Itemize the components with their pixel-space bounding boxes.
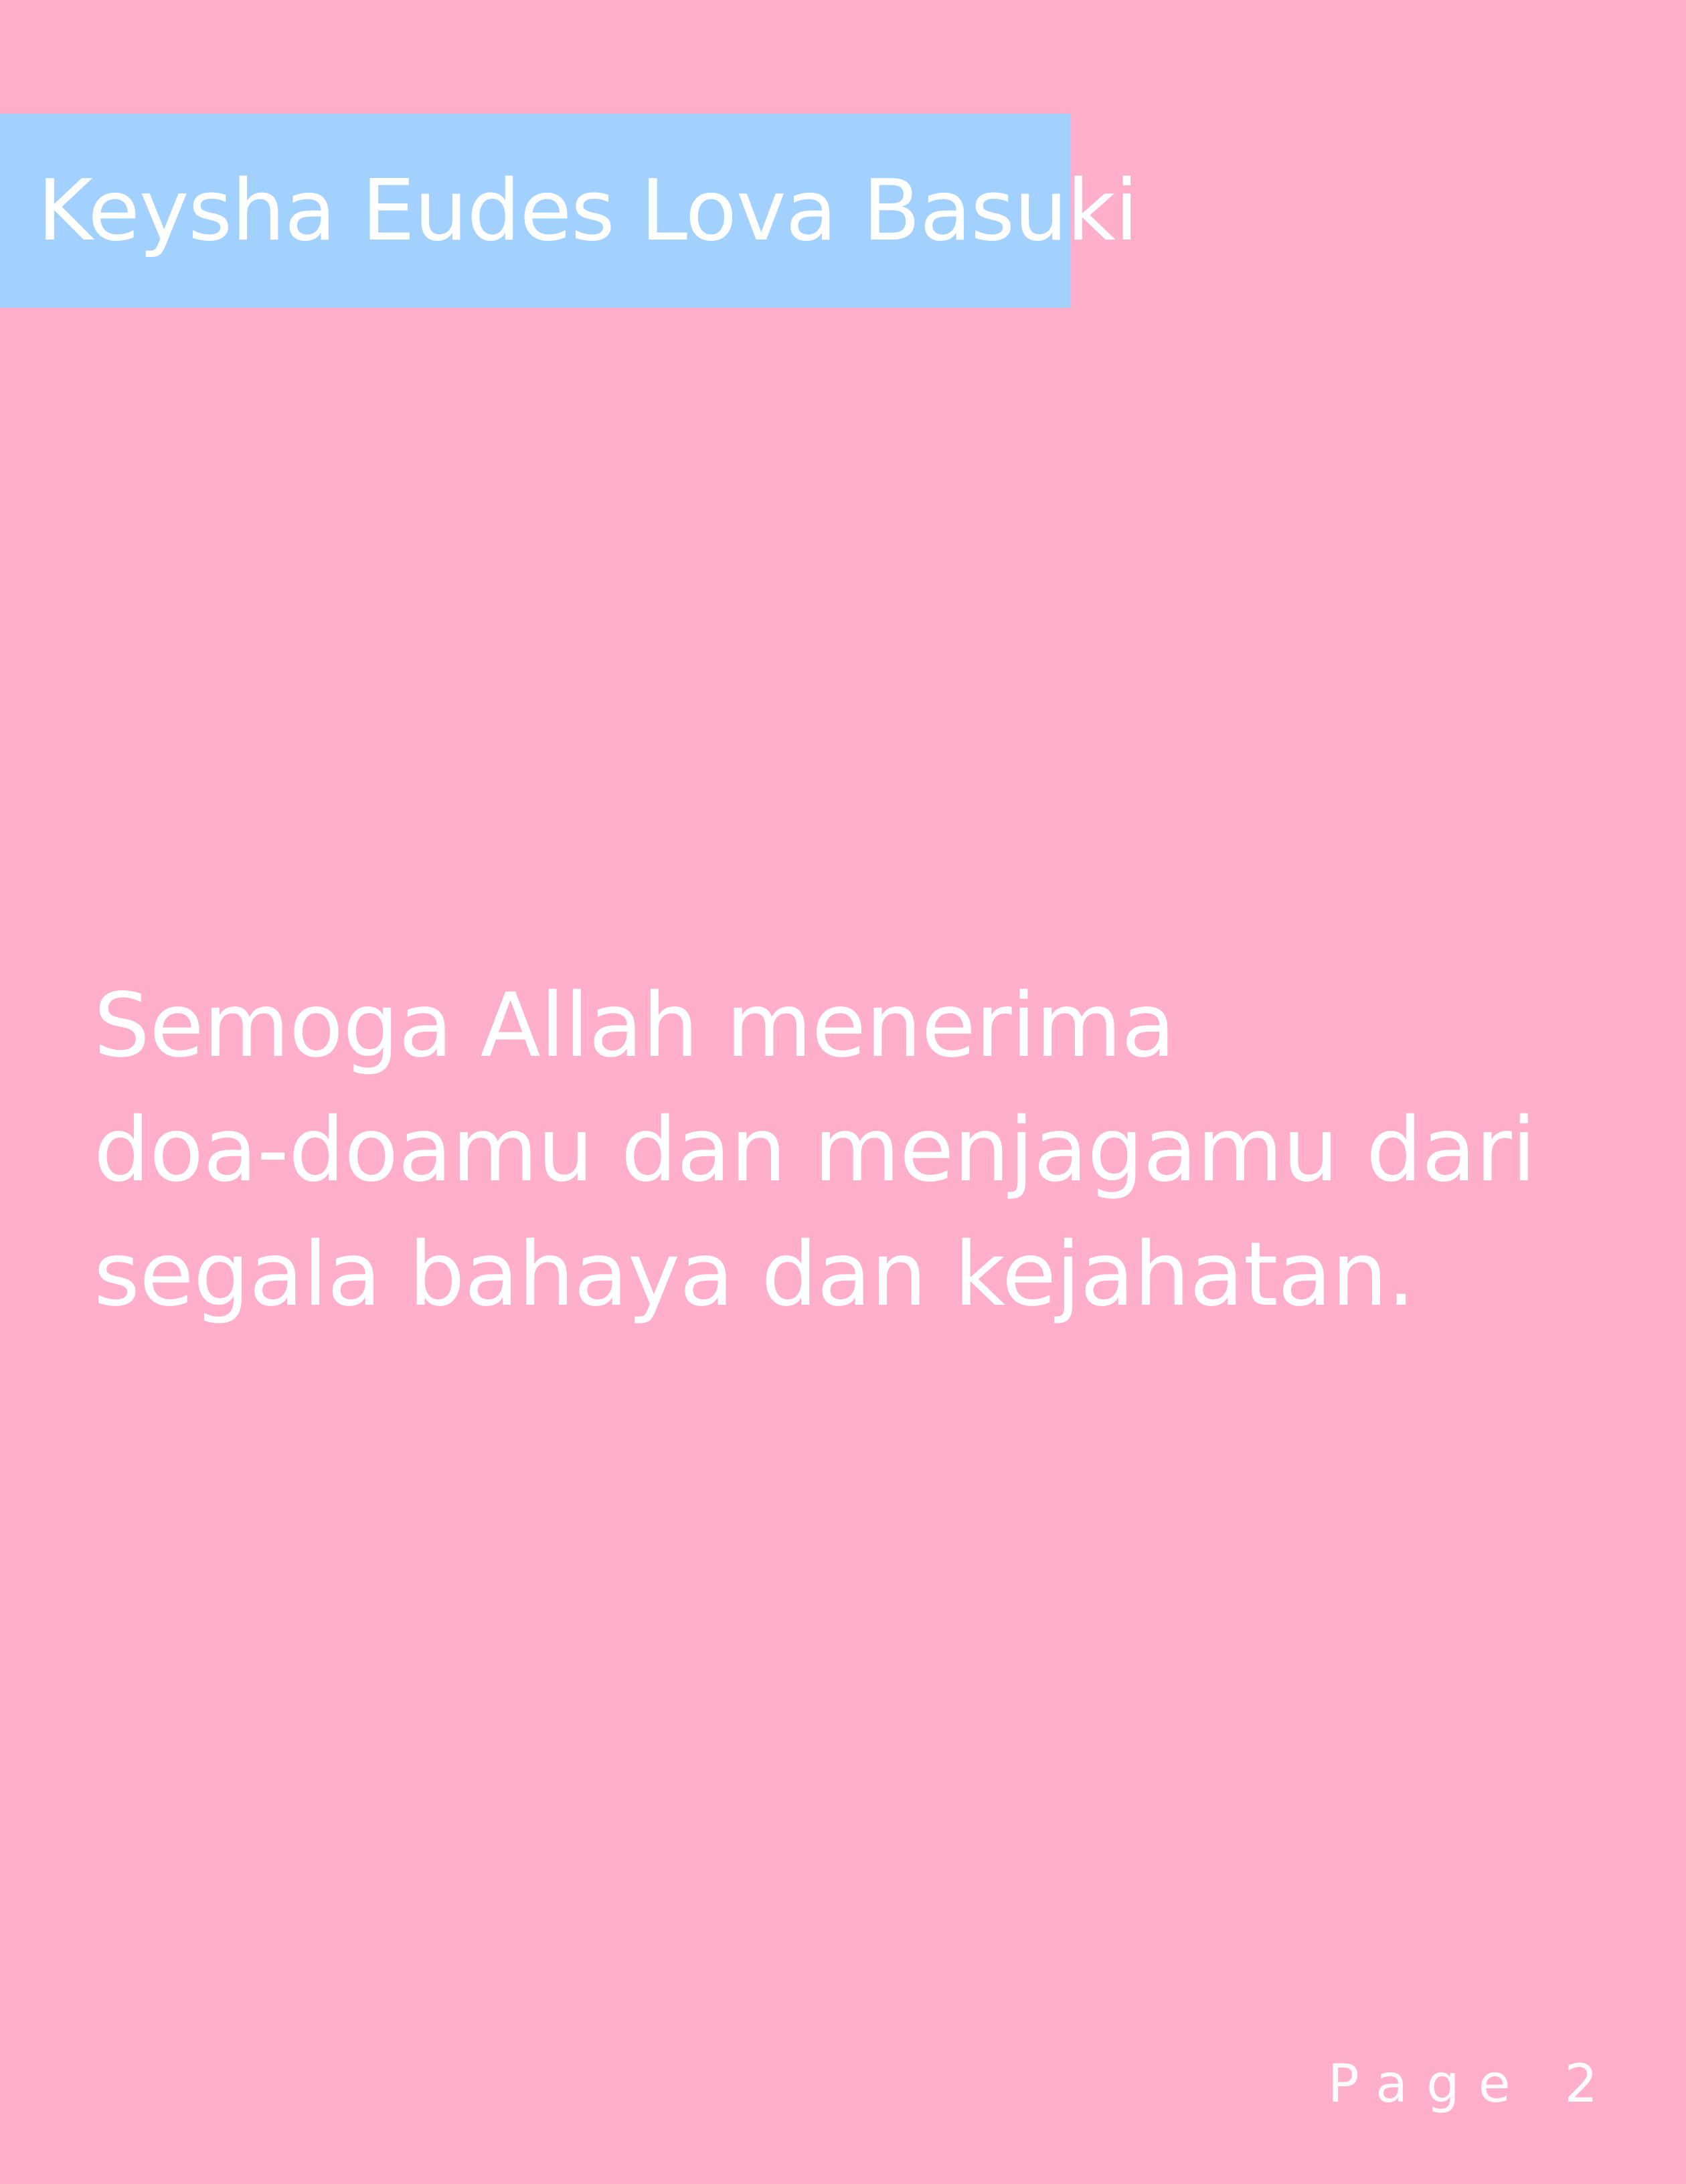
message-line: segala bahaya dan kejahatan. — [94, 1223, 1415, 1326]
greeting-message — [94, 964, 1566, 1337]
message-line: Semoga Allah menerima — [94, 974, 1175, 1077]
message-line: doa-doamu dan menjagamu dari — [94, 1099, 1536, 1202]
page-number: Page 2 — [1327, 2054, 1616, 2114]
recipient-name: Keysha Eudes Lova Basuki — [37, 161, 1138, 260]
name-banner — [0, 114, 1138, 308]
